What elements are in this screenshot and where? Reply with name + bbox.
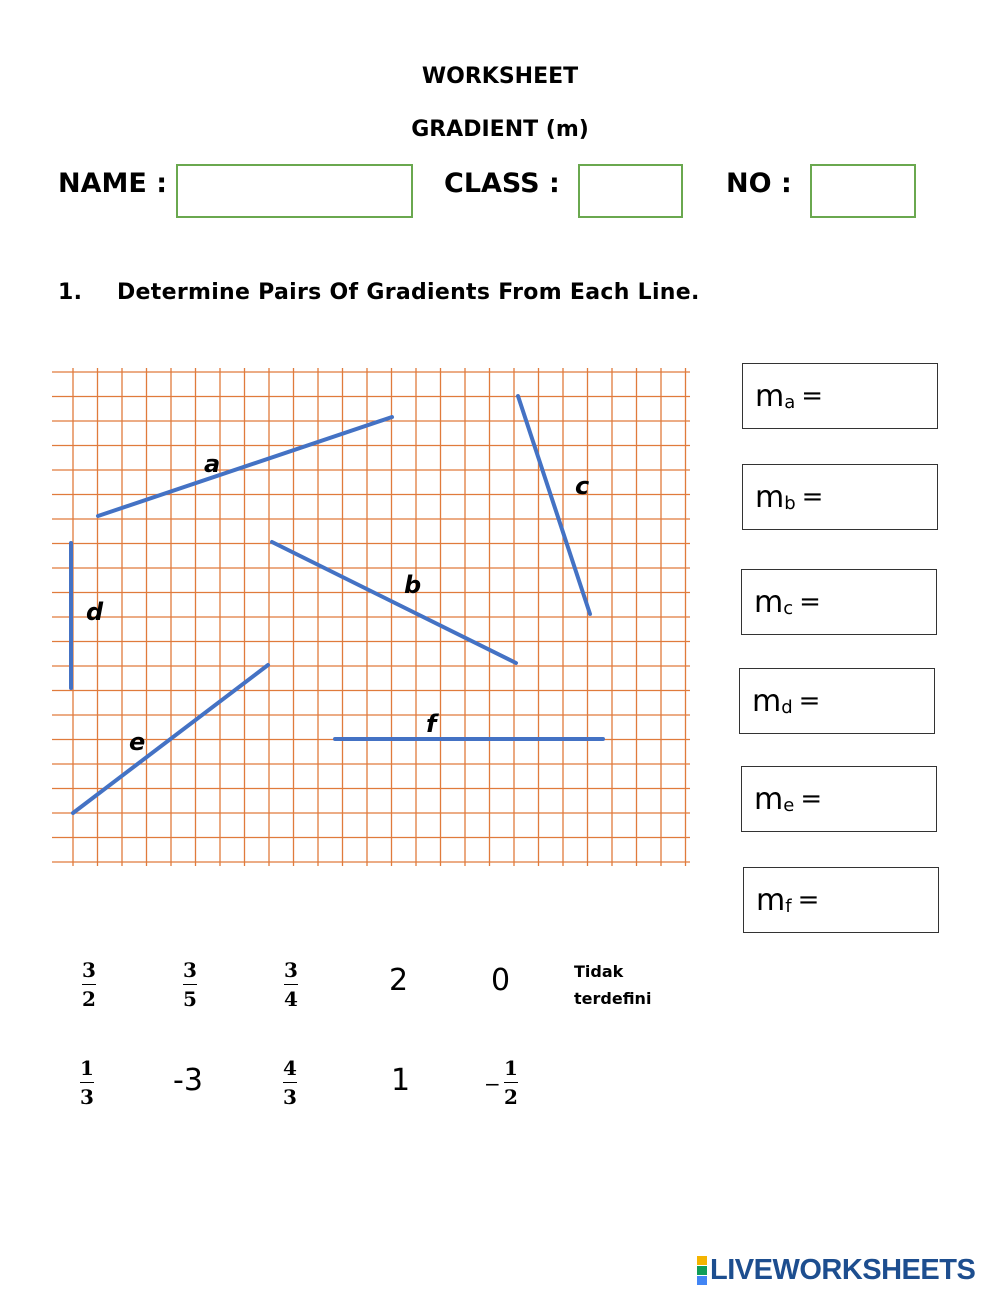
line-b [272,542,516,663]
answer-eq-c: = [799,587,821,617]
liveworksheets-logo-icon [697,1256,707,1285]
no-label: NO : [726,168,792,199]
option-3-over-2[interactable] [82,958,96,1011]
answer-sub-b: b [784,492,796,514]
option-num: 1 [80,1056,94,1080]
question-number: 1. [58,280,83,305]
liveworksheets-logo [697,1254,975,1287]
answer-eq-d: = [798,686,821,716]
answer-box-d[interactable] [739,668,935,734]
option-undefined-line1: Tidak [574,962,624,981]
answer-box-e[interactable] [741,766,937,832]
option-num: 3 [82,958,96,982]
answer-m-b: m [755,479,785,515]
answer-m-c: m [754,584,784,620]
question-text: Determine Pairs Of Gradients From Each Line. [117,280,700,305]
label-c: c [575,472,590,500]
option-den: 2 [504,1085,518,1109]
option-1[interactable]: 1 [391,1063,411,1098]
label-d: d [86,598,104,626]
option-4-over-3[interactable] [283,1056,297,1109]
answer-box-a[interactable] [742,363,938,429]
answer-sub-a: a [784,391,796,413]
answer-sub-c: c [783,597,794,619]
option-minus-3[interactable]: -3 [173,1063,203,1098]
label-e: e [129,728,146,756]
answer-sub-d: d [781,696,793,718]
option-den: 3 [283,1085,297,1109]
option-den: 2 [82,987,96,1011]
answer-eq-b: = [801,482,824,512]
answer-m-d: m [752,683,782,719]
answer-box-b[interactable] [742,464,938,530]
option-2[interactable]: 2 [389,963,409,998]
worksheet-title: WORKSHEET [421,64,579,89]
answer-box-c[interactable] [741,569,937,635]
answer-eq-f: = [797,885,820,915]
option-den: 4 [284,987,298,1011]
option-num: 3 [183,958,197,982]
answer-sub-f: f [785,895,792,917]
graph-grid [52,368,690,866]
option-den: 5 [183,987,197,1011]
negative-sign: − [484,1072,501,1096]
option-num: 4 [283,1056,297,1080]
option-minus-1-over-2[interactable] [484,1056,524,1114]
answer-m-e: m [754,781,784,817]
label-f: f [426,710,437,738]
brand-name: LIVEWORKSHEETS [710,1254,976,1286]
answer-eq-e: = [800,784,823,814]
option-3-over-5[interactable] [183,958,197,1011]
option-undefined-line2: terdefini [574,989,652,1008]
answer-box-f[interactable] [743,867,939,933]
option-3-over-4[interactable] [284,958,298,1011]
class-label: CLASS : [444,168,560,199]
option-num: 1 [504,1056,518,1080]
option-0[interactable]: 0 [491,963,511,998]
worksheet-subtitle: GRADIENT (m) [411,117,589,142]
answer-m-a: m [755,378,785,414]
answer-m-f: m [756,882,786,918]
option-1-over-3[interactable] [80,1056,94,1109]
option-undefined[interactable] [574,958,651,1012]
option-num: 3 [284,958,298,982]
answer-eq-a: = [801,381,824,411]
line-c [518,396,590,614]
name-label: NAME : [58,168,168,199]
answer-sub-e: e [783,794,795,816]
label-b: b [404,571,422,599]
label-a: a [204,450,221,478]
option-den: 3 [80,1085,94,1109]
